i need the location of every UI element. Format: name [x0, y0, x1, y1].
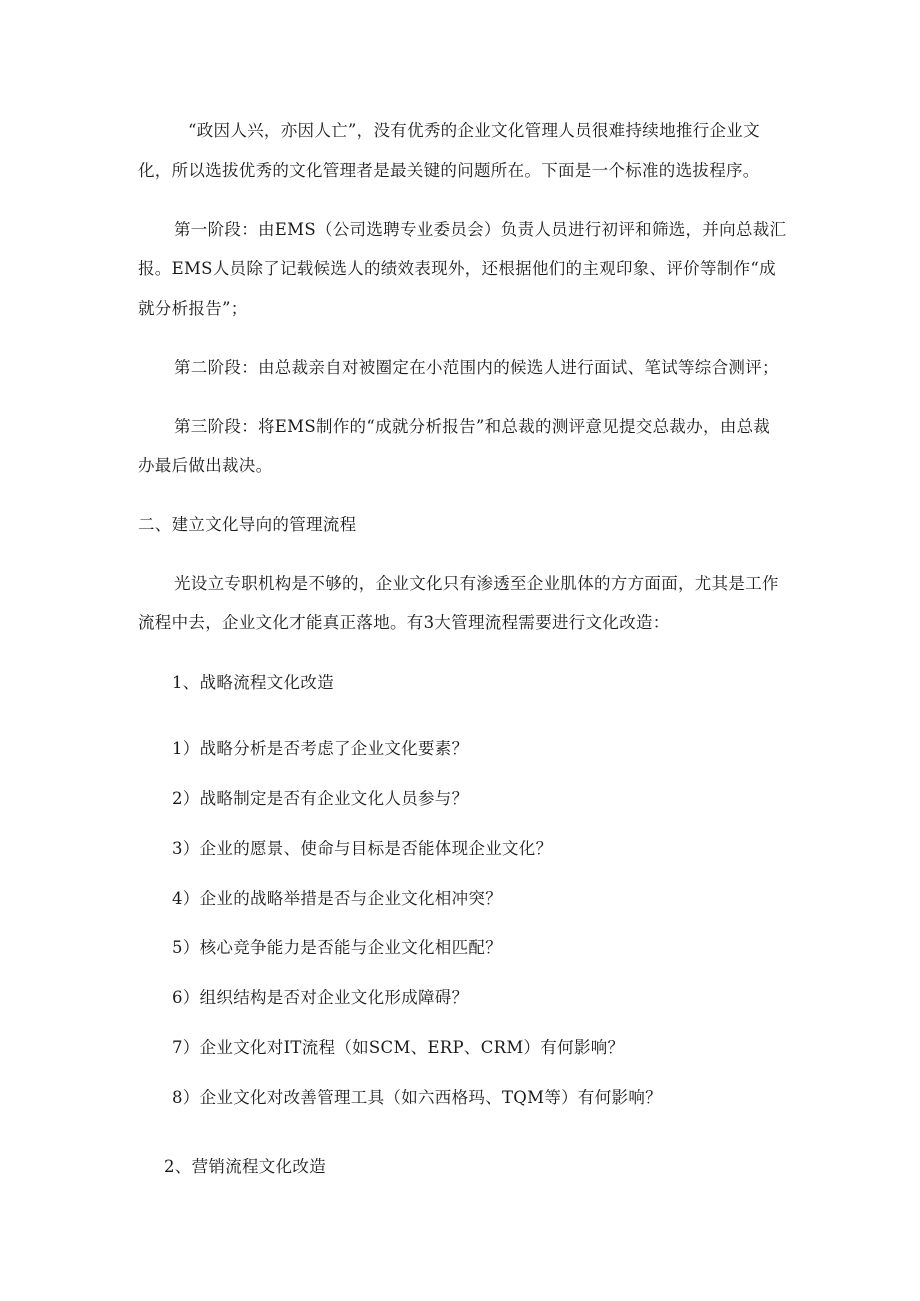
stage1-line-1: 第一阶段：由EMS（公司选聘专业委员会）负责人员进行初评和筛选，并向总裁汇: [174, 220, 787, 239]
list-item: 2）战略制定是否有企业文化人员参与？: [172, 789, 469, 808]
section2-heading: 二、建立文化导向的管理流程: [138, 515, 357, 534]
stage1-line-3: 就分析报告”；: [138, 299, 248, 318]
stage1-line-2: 报。EMS人员除了记载候选人的绩效表现外，还根据他们的主观印象、评价等制作“成: [138, 259, 776, 278]
intro-line-1: “政因人兴，亦因人亡”，没有优秀的企业文化管理人员很难持续地推行企业文: [188, 121, 760, 140]
list-item: 3）企业的愿景、使命与目标是否能体现企业文化？: [172, 839, 553, 858]
list-item: 6）组织结构是否对企业文化形成障碍？: [172, 988, 469, 1007]
list-item: 1）战略分析是否考虑了企业文化要素？: [172, 739, 469, 758]
list-item: 4）企业的战略举措是否与企业文化相冲突？: [172, 889, 502, 908]
stage3-line-2: 办最后做出裁决。: [138, 456, 273, 475]
stage3-line-1: 第三阶段：将EMS制作的“成就分析报告”和总裁的测评意见提交总裁办，由总裁: [174, 417, 771, 436]
subsection1-heading: 1、战略流程文化改造: [172, 673, 334, 692]
list-item: 8）企业文化对改善管理工具（如六西格玛、TQM等）有何影响？: [172, 1088, 662, 1107]
section2-para-line-2: 流程中去，企业文化才能真正落地。有3大管理流程需要进行文化改造：: [138, 613, 670, 632]
intro-line-2: 化，所以选拔优秀的文化管理者是最关键的问题所在。下面是一个标准的选拔程序。: [138, 161, 760, 180]
stage2-line-1: 第二阶段：由总裁亲自对被圈定在小范围内的候选人进行面试、笔试等综合测评；: [174, 358, 779, 377]
subsection2-heading: 2、营销流程文化改造: [164, 1157, 326, 1176]
list-item: 5）核心竞争能力是否能与企业文化相匹配？: [172, 938, 502, 957]
section2-para-line-1: 光设立专职机构是不够的，企业文化只有渗透至企业肌体的方方面面，尤其是工作: [174, 574, 779, 593]
list-item: 7）企业文化对IT流程（如SCM、ERP、CRM）有何影响？: [172, 1038, 625, 1057]
